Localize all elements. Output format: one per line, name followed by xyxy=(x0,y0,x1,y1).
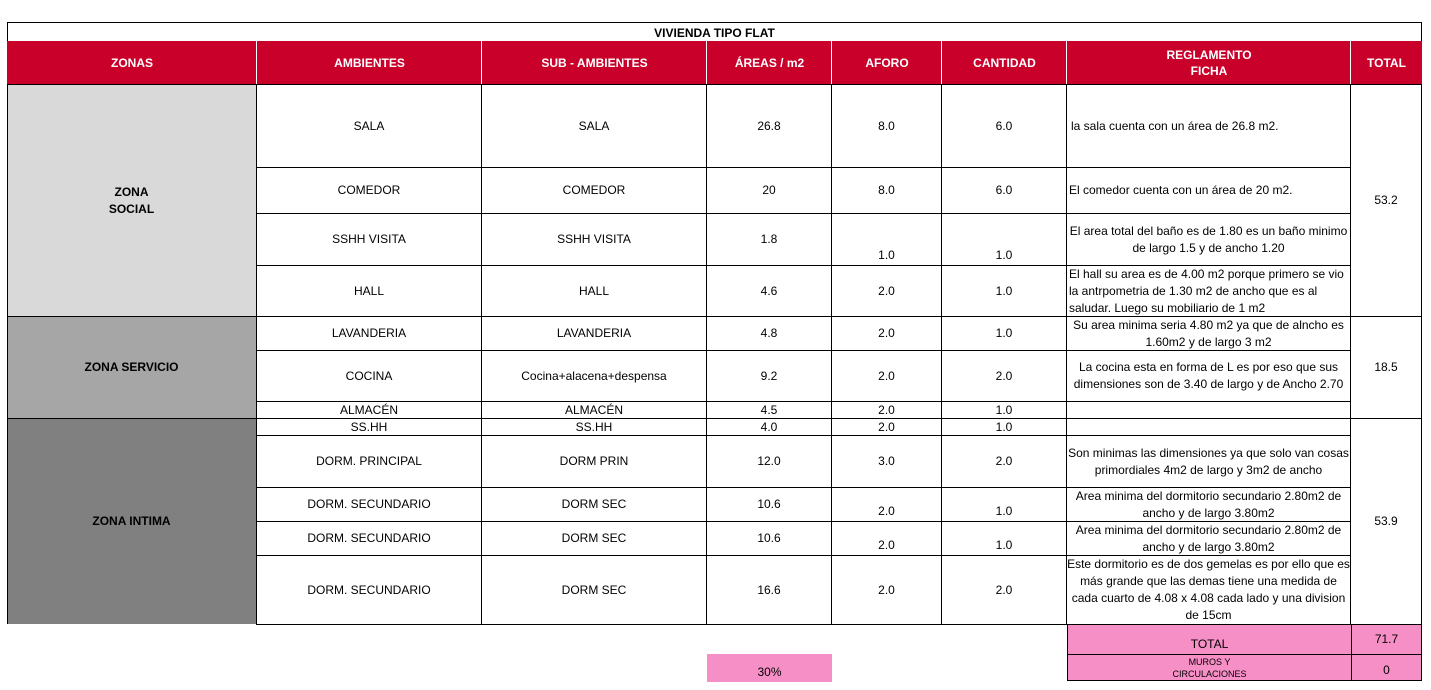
table-cell-cantidad: 1.0 xyxy=(995,504,1013,518)
header-areas: ÁREAS / m2 xyxy=(707,41,832,84)
zone-total-servicio: 18.5 xyxy=(1374,360,1398,374)
table-cell-ambiente: SALA xyxy=(353,118,385,133)
table-cell-reglamento: La cocina esta en forma de L es por eso que sus dimensiones son de 3.40 de largo y de Ancho 2.70 xyxy=(1073,360,1344,391)
table-cell-reglamento: la sala cuenta con un área de 26.8 m2. xyxy=(1071,118,1279,133)
table-cell-ambiente: LAVANDERIA xyxy=(331,326,407,340)
table-cell-cantidad: 1.0 xyxy=(995,402,1013,417)
muros-value: 0 xyxy=(1351,655,1422,681)
table-cell-sub: COMEDOR xyxy=(562,183,626,197)
table-cell-sub: ALMACÉN xyxy=(564,402,623,417)
table-cell-aforo: 1.0 xyxy=(878,248,895,262)
table-cell-sub: DORM SEC xyxy=(561,497,627,511)
header-aforo: AFORO xyxy=(832,41,942,84)
header-total: TOTAL xyxy=(1351,41,1422,84)
muros-label: MUROS Y CIRCULACIONES xyxy=(1067,655,1351,681)
table-cell-cantidad: 2.0 xyxy=(995,454,1013,468)
header-reglamento: REGLAMENTO FICHA xyxy=(1067,41,1351,84)
total-value: 71.7 xyxy=(1351,625,1422,655)
table-cell-cantidad: 2.0 xyxy=(995,368,1013,383)
table-cell-ambiente: HALL xyxy=(353,283,385,298)
table-cell-aforo: 8.0 xyxy=(878,118,895,133)
table-cell-area: 4.6 xyxy=(760,283,778,298)
table-cell-ambiente: COMEDOR xyxy=(337,183,401,197)
table-cell-area: 10.6 xyxy=(757,531,781,545)
table-cell-aforo: 2.0 xyxy=(878,538,895,552)
percent-cell: 30% xyxy=(707,654,832,682)
table-cell-reglamento: El area total del baño es de 1.80 es un baño minimo de largo 1.5 y de ancho 1.20 xyxy=(1069,223,1348,255)
table-cell-ambiente: ALMACÉN xyxy=(339,402,398,417)
table-cell-sub: DORM SEC xyxy=(561,531,627,545)
zone-total-social: 53.2 xyxy=(1374,193,1398,207)
table-cell-area: 9.2 xyxy=(760,368,778,383)
table-cell-cantidad: 6.0 xyxy=(995,118,1013,133)
table-cell-sub: SALA xyxy=(578,118,610,133)
table-cell-area: 1.8 xyxy=(760,232,778,246)
table-cell-aforo: 2.0 xyxy=(878,419,895,434)
table-cell-ambiente: DORM. SECUNDARIO xyxy=(307,497,431,511)
table-cell-area: 4.8 xyxy=(760,326,778,340)
table-cell-sub: Cocina+alacena+despensa xyxy=(521,368,667,383)
table-cell-reglamento: Area minima del dormitorio secundario 2.80m2 de ancho y de largo 3.80m2 xyxy=(1075,489,1342,520)
table-cell-area: 12.0 xyxy=(757,454,781,468)
zone-social: ZONA SOCIAL xyxy=(7,85,257,316)
table-cell-cantidad: 6.0 xyxy=(995,183,1013,197)
table-cell-aforo: 2.0 xyxy=(878,326,895,340)
table-cell-ambiente: SS.HH xyxy=(350,419,388,434)
sheet-title: VIVIENDA TIPO FLAT xyxy=(7,22,1422,41)
table-cell-cantidad: 1.0 xyxy=(995,419,1013,434)
table-cell-aforo: 2.0 xyxy=(878,504,895,518)
table-cell-aforo: 2.0 xyxy=(878,402,895,417)
table-cell-aforo: 2.0 xyxy=(878,582,895,597)
table-cell-ambiente: COCINA xyxy=(345,368,393,383)
table-cell-ambiente: DORM. SECUNDARIO xyxy=(307,531,431,545)
table-cell-cantidad: 1.0 xyxy=(995,538,1013,552)
table-cell-reglamento: El comedor cuenta con un área de 20 m2. xyxy=(1069,183,1293,197)
table-cell-area: 4.0 xyxy=(760,419,778,434)
total-label: TOTAL xyxy=(1067,625,1351,655)
table-cell-area: 26.8 xyxy=(757,118,781,133)
table-cell-aforo: 2.0 xyxy=(878,368,895,383)
zone-servicio: ZONA SERVICIO xyxy=(7,317,257,418)
zone-total-intima: 53.9 xyxy=(1374,514,1398,528)
table-cell-aforo: 2.0 xyxy=(878,283,895,298)
header-cantidad: CANTIDAD xyxy=(942,41,1067,84)
table-cell-area: 16.6 xyxy=(757,582,781,597)
table-cell-cantidad: 1.0 xyxy=(995,326,1013,340)
header-zonas: ZONAS xyxy=(7,41,257,84)
table-cell-reglamento: Area minima del dormitorio secundario 2.80m2 de ancho y de largo 3.80m2 xyxy=(1075,523,1342,554)
table-cell-reglamento: Su area minima seria 4.80 m2 ya que de alncho es 1.60m2 y de largo 3 m2 xyxy=(1073,318,1344,349)
table-cell-sub: HALL xyxy=(578,283,610,298)
table-cell-sub: SSHH VISITA xyxy=(557,232,631,246)
table-cell-reglamento: El hall su area es de 4.00 m2 porque primero se vio la antrpometria de 1.30 m2 de ancho que es al saludar. Luego su mobiliario de 1 m2 xyxy=(1069,267,1344,315)
table-cell-sub: LAVANDERIA xyxy=(556,326,632,340)
table-cell-ambiente: DORM. PRINCIPAL xyxy=(316,454,422,468)
table-cell-reglamento xyxy=(1067,419,1350,435)
table-cell-ambiente: DORM. SECUNDARIO xyxy=(307,582,431,597)
table-cell-reglamento xyxy=(1067,402,1350,418)
table-cell-area: 20 xyxy=(762,183,776,197)
header-ambientes: AMBIENTES xyxy=(257,41,482,84)
table-cell-sub: SS.HH xyxy=(575,419,613,434)
table-cell-reglamento: Son minimas las dimensiones ya que solo van cosas primordiales 4m2 de largo y 3m2 de ancho xyxy=(1068,445,1349,477)
table-cell-sub: DORM SEC xyxy=(561,582,627,597)
table-cell-ambiente: SSHH VISITA xyxy=(332,232,406,246)
table-cell-area: 4.5 xyxy=(760,402,778,417)
table-cell-area: 10.6 xyxy=(757,497,781,511)
table-cell-cantidad: 2.0 xyxy=(995,582,1013,597)
table-cell-aforo: 3.0 xyxy=(878,454,895,468)
table-cell-reglamento: Este dormitorio es de dos gemelas es por ello que es más grande que las demas tiene una medida de cada cuarto de 4.08 x 4.08 cada lado y una division de 15cm xyxy=(1067,557,1350,622)
zone-intima: ZONA INTIMA xyxy=(7,419,257,624)
table-cell-aforo: 8.0 xyxy=(878,183,895,197)
table-cell-cantidad: 1.0 xyxy=(995,283,1013,298)
table-cell-cantidad: 1.0 xyxy=(995,248,1013,262)
header-sub-ambientes: SUB - AMBIENTES xyxy=(482,41,707,84)
table-cell-sub: DORM PRIN xyxy=(559,454,629,468)
